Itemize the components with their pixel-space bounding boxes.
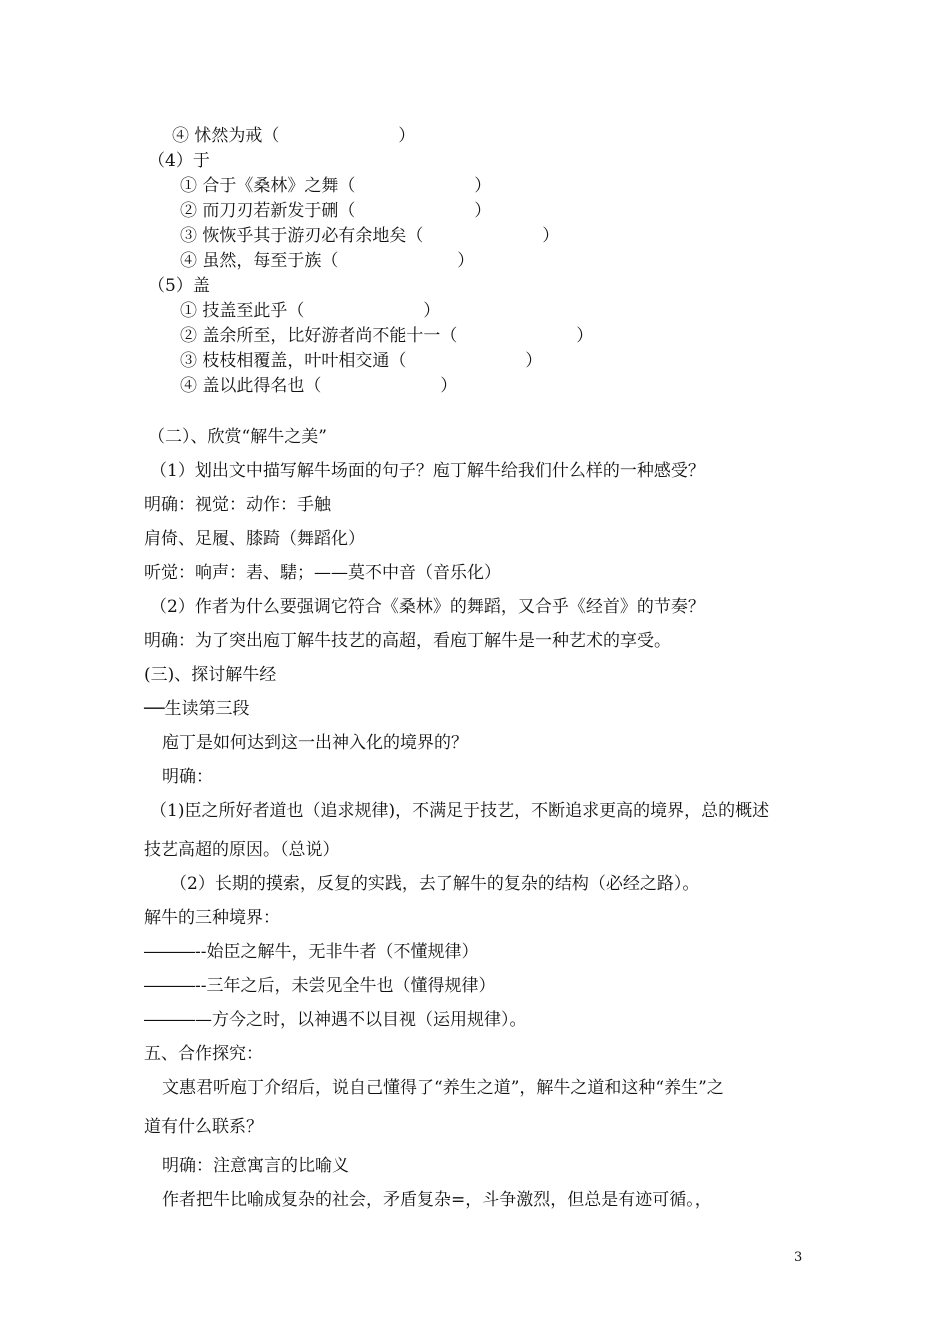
text-line: ―――--三年之后，未尝见全牛也（懂得规律） xyxy=(144,976,496,996)
text-line: （1）划出文中描写解牛场面的句子？庖丁解牛给我们什么样的一种感受？ xyxy=(150,461,705,481)
text-line: ③ 恢恢乎其于游刃必有余地矣（ ） xyxy=(180,226,560,246)
text-line: 道有什么联系？ xyxy=(144,1117,263,1137)
text-line: 五、合作探究： xyxy=(144,1044,263,1064)
text-line: (三)、探讨解牛经 xyxy=(144,665,277,685)
text-line: 庖丁是如何达到这一出神入化的境界的？ xyxy=(162,733,468,753)
text-line: （5）盖 xyxy=(148,276,210,296)
text-line: ―――—方今之时，以神遇不以目视（运用规律）。 xyxy=(144,1010,527,1030)
text-line: ④ 盖以此得名也（ ） xyxy=(180,376,458,396)
text-line: （2）作者为什么要强调它符合《桑林》的舞蹈，又合乎《经首》的节奏？ xyxy=(150,597,705,617)
text-line: ① 合于《桑林》之舞（ ） xyxy=(180,176,492,196)
text-line: ② 而刀刃若新发于硎（ ） xyxy=(180,201,492,221)
text-line: ④ 虽然，每至于族（ ） xyxy=(180,251,475,271)
text-line: 听觉：响声：砉、騞；——莫不中音（音乐化） xyxy=(144,563,501,583)
text-line: ──生读第三段 xyxy=(144,699,250,719)
text-line: 技艺高超的原因。（总说） xyxy=(144,840,340,860)
text-line: 明确：视觉：动作：手触 xyxy=(144,495,331,515)
text-line: （1)臣之所好者道也（追求规律)，不满足于技艺，不断追求更高的境界，总的概述 xyxy=(150,801,770,821)
page-number: 3 xyxy=(794,1250,803,1265)
text-line: 明确：注意寓言的比喻义 xyxy=(162,1156,349,1176)
text-line: ① 技盖至此乎（ ） xyxy=(180,301,441,321)
text-line: 文惠君听庖丁介绍后，说自己懂得了“养生之道”，解牛之道和这种“养生”之 xyxy=(162,1078,724,1098)
text-line: （4）于 xyxy=(148,151,210,171)
text-line: ―――--始臣之解牛，无非牛者（不懂规律） xyxy=(144,942,479,962)
text-line: 明确： xyxy=(162,767,213,787)
text-line: 作者把牛比喻成复杂的社会，矛盾复杂=，斗争激烈，但总是有迹可循。， xyxy=(162,1190,712,1210)
text-line: ③ 枝枝相覆盖，叶叶相交通（ ） xyxy=(180,351,543,371)
text-line: （二）、欣赏“解牛之美” xyxy=(148,427,327,447)
text-line: 肩倚、足履、膝踦（舞蹈化） xyxy=(144,529,365,549)
text-line: ④ 怵然为戒（ ） xyxy=(172,126,416,146)
text-line: ② 盖余所至，比好游者尚不能十一（ ） xyxy=(180,326,594,346)
text-line: 解牛的三种境界： xyxy=(144,908,280,928)
text-line: （2）长期的摸索，反复的实践，去了解牛的复杂的结构（必经之路）。 xyxy=(170,874,700,894)
text-line: 明确：为了突出庖丁解牛技艺的高超，看庖丁解牛是一种艺术的享受。 xyxy=(144,631,671,651)
